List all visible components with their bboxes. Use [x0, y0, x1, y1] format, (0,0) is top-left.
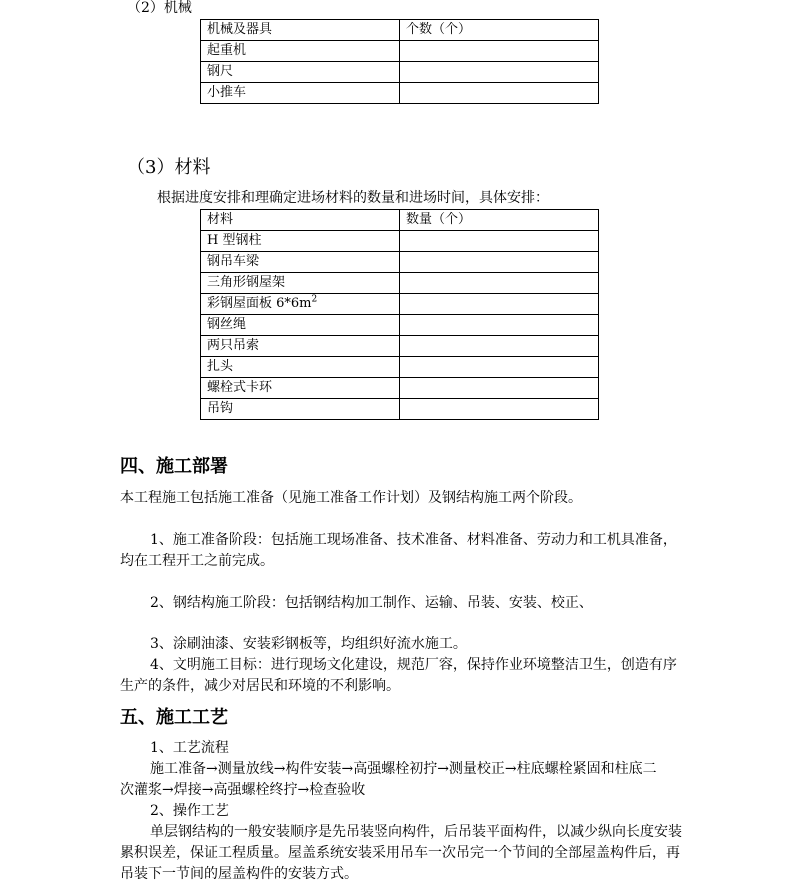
table-row [201, 41, 599, 62]
paragraph: 2、钢结构施工阶段：包括钢结构加工制作、运输、吊装、安装、校正、 [150, 595, 593, 611]
table-cell [400, 83, 599, 104]
paragraph: 生产的条件，减少对居民和环境的不利影响。 [120, 678, 400, 694]
paragraph: 单层钢结构的一般安装顺序是先吊装竖向构件，后吊装平面构件，以减少纵向长度安装 [150, 824, 682, 840]
table-cell [400, 62, 599, 83]
materials-heading: （3）材料 [127, 157, 211, 178]
table-cell [400, 252, 599, 273]
table-cell: H 型钢柱 [201, 231, 400, 252]
table-cell [400, 273, 599, 294]
section-4-title: 四、施工部署 [120, 456, 228, 477]
subheading: 2、操作工艺 [150, 803, 229, 819]
superscript: 2 [311, 294, 318, 305]
table-row [201, 294, 599, 315]
table-cell [400, 399, 599, 420]
table-row [201, 336, 599, 357]
table-header-cell: 个数（个） [400, 20, 599, 41]
table-cell: 小推车 [201, 83, 400, 104]
table-cell-text: 彩钢屋面板 6*6m [207, 296, 312, 311]
table-cell [400, 41, 599, 62]
table-cell: 钢尺 [201, 62, 400, 83]
paragraph: 均在工程开工之前完成。 [120, 553, 274, 569]
table-cell [201, 294, 400, 315]
paragraph: 3、涂刷油漆、安装彩钢板等，均组织好流水施工。 [150, 636, 467, 652]
paragraph: 次灌浆→焊接→高强螺栓终拧→检查验收 [120, 782, 366, 798]
table-row [201, 315, 599, 336]
materials-table [200, 209, 599, 420]
table-cell [400, 378, 599, 399]
table-cell: 吊钩 [201, 399, 400, 420]
table-cell: 两只吊索 [201, 336, 400, 357]
machinery-table [200, 19, 599, 104]
paragraph: 1、施工准备阶段：包括施工现场准备、技术准备、材料准备、劳动力和工机具准备， [150, 532, 677, 548]
table-cell: 起重机 [201, 41, 400, 62]
machinery-heading: （2）机械 [127, 0, 192, 16]
table-header-row [201, 210, 599, 231]
table-cell [400, 315, 599, 336]
table-cell: 钢丝绳 [201, 315, 400, 336]
table-cell [400, 231, 599, 252]
table-row [201, 357, 599, 378]
table-row [201, 273, 599, 294]
table-row [201, 231, 599, 252]
paragraph: 累积误差，保证工程质量。屋盖系统安装采用吊车一次吊完一个节间的全部屋盖构件后，再 [120, 845, 680, 861]
table-row [201, 378, 599, 399]
materials-intro: 根据进度安排和理确定进场材料的数量和进场时间，具体安排： [157, 190, 549, 206]
table-cell: 螺栓式卡环 [201, 378, 400, 399]
table-header-row [201, 20, 599, 41]
table-cell: 钢吊车梁 [201, 252, 400, 273]
table-cell [400, 336, 599, 357]
paragraph: 施工准备→测量放线→构件安装→高强螺栓初拧→测量校正→柱底螺栓紧固和柱底二 [150, 761, 657, 777]
subheading: 1、工艺流程 [150, 740, 229, 756]
table-header-cell: 数量（个） [400, 210, 599, 231]
section-4-intro: 本工程施工包括施工准备（见施工准备工作计划）及钢结构施工两个阶段。 [120, 490, 582, 506]
section-5-title: 五、施工工艺 [120, 707, 228, 728]
table-row [201, 62, 599, 83]
table-cell [400, 294, 599, 315]
paragraph: 吊装下一节间的屋盖构件的安装方式。 [120, 866, 358, 882]
paragraph: 4、文明施工目标：进行现场文化建设，规范厂容，保持作业环境整洁卫生，创造有序 [150, 657, 677, 673]
table-row [201, 252, 599, 273]
table-cell: 三角形钢屋架 [201, 273, 400, 294]
table-row [201, 399, 599, 420]
table-header-cell: 材料 [201, 210, 400, 231]
table-cell [400, 357, 599, 378]
table-row [201, 83, 599, 104]
table-cell: 扎头 [201, 357, 400, 378]
table-header-cell: 机械及器具 [201, 20, 400, 41]
